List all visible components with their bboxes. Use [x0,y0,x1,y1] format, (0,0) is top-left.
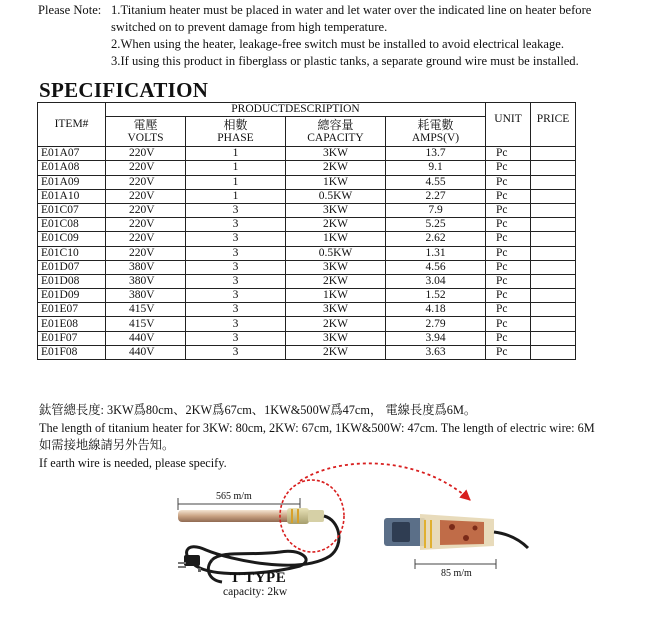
cell-phase: 3 [186,274,286,288]
cell-capacity: 3KW [286,203,386,217]
cell-amps: 4.55 [386,175,486,189]
cell-item: E01E07 [38,303,106,317]
cell-volts: 220V [106,246,186,260]
cell-capacity: 3KW [286,147,386,161]
capacity-label: capacity: 2kw [223,586,288,598]
header-phase-en: PHASE [217,131,254,144]
cell-volts: 220V [106,147,186,161]
cell-capacity: 3KW [286,260,386,274]
cell-item: E01C07 [38,203,106,217]
cell-unit: Pc [486,345,531,359]
cell-amps: 3.94 [386,331,486,345]
plug-icon [178,555,201,572]
cell-capacity: 1KW [286,289,386,303]
note-1: 1.Titanium heater must be placed in water and let water over the indicated line on heater before [111,3,592,17]
cell-phase: 3 [186,303,286,317]
cell-unit: Pc [486,303,531,317]
cell-phase: 1 [186,175,286,189]
cell-phase: 3 [186,345,286,359]
cell-unit: Pc [486,317,531,331]
cell-volts: 380V [106,274,186,288]
cell-amps: 13.7 [386,147,486,161]
cell-phase: 3 [186,289,286,303]
header-item: ITEM# [38,103,106,147]
cell-amps: 5.25 [386,218,486,232]
cell-amps: 2.62 [386,232,486,246]
cell-capacity: 1KW [286,232,386,246]
heater-tube [178,508,324,524]
cell-phase: 3 [186,218,286,232]
header-phase-cn: 相數 [223,117,248,132]
cell-item: E01A09 [38,175,106,189]
cell-phase: 3 [186,246,286,260]
cell-unit: Pc [486,203,531,217]
cell-amps: 4.56 [386,260,486,274]
note-1-cont: switched on to prevent damage from high temperature. [111,20,388,34]
spec-title: SPECIFICATION [39,78,209,102]
cell-unit: Pc [486,274,531,288]
cell-phase: 3 [186,331,286,345]
cell-volts: 220V [106,232,186,246]
cell-amps: 2.79 [386,317,486,331]
detail-arrow [300,463,470,500]
cell-unit: Pc [486,260,531,274]
cell-unit: Pc [486,218,531,232]
cell-phase: 1 [186,161,286,175]
cell-unit: Pc [486,175,531,189]
detail-view [384,514,528,550]
note-2: 2.When using the heater, leakage-free switch must be installed to avoid electrical leakage. [111,37,565,51]
cell-unit: Pc [486,246,531,260]
cell-item: E01E08 [38,317,106,331]
cell-volts: 380V [106,289,186,303]
cell-volts: 220V [106,161,186,175]
header-volts-en: VOLTS [127,131,164,144]
length-label: 565 m/m [216,491,252,502]
header-price: PRICE [531,103,576,147]
cell-amps: 3.63 [386,345,486,359]
cell-unit: Pc [486,289,531,303]
cell-volts: 380V [106,260,186,274]
header-unit: UNIT [486,103,531,147]
cell-item: E01D08 [38,274,106,288]
cell-capacity: 2KW [286,274,386,288]
cell-unit: Pc [486,147,531,161]
cell-amps: 1.31 [386,246,486,260]
cell-item: E01F08 [38,345,106,359]
note-3: 3.If using this product in fiberglass or plastic tanks, a separate ground wire must be installed. [111,54,579,68]
cell-phase: 1 [186,147,286,161]
info-earth-cn: 如需接地線請另外告知。 [39,438,175,452]
header-product-description: PRODUCTDESCRIPTION [106,103,486,117]
cell-item: E01A07 [38,147,106,161]
cell-unit: Pc [486,331,531,345]
header-amps-en: AMPS(V) [411,131,460,144]
cell-amps: 7.9 [386,203,486,217]
cell-volts: 415V [106,303,186,317]
cell-item: E01D09 [38,289,106,303]
cell-unit: Pc [486,232,531,246]
cell-phase: 3 [186,203,286,217]
cell-item: E01C09 [38,232,106,246]
info-length-cn: 鈦管總長度: 3KW爲80cm、2KW爲67cm、1KW&500W爲47cm， 電線長度爲6M。 [39,403,477,417]
cell-amps: 4.18 [386,303,486,317]
cell-volts: 220V [106,203,186,217]
cell-amps: 2.27 [386,189,486,203]
cell-capacity: 1KW [286,175,386,189]
cell-item: E01D07 [38,260,106,274]
header-capacity-cn: 總容量 [317,117,354,132]
cell-phase: 3 [186,317,286,331]
cell-item: E01A10 [38,189,106,203]
cell-amps: 3.04 [386,274,486,288]
detail-length-label: 85 m/m [441,568,472,579]
cell-volts: 440V [106,345,186,359]
cell-volts: 220V [106,189,186,203]
cell-capacity: 2KW [286,161,386,175]
cell-volts: 220V [106,218,186,232]
cell-capacity: 3KW [286,331,386,345]
cell-item: E01A08 [38,161,106,175]
cell-phase: 3 [186,260,286,274]
notes-lead: Please Note: [38,3,102,17]
cell-volts: 220V [106,175,186,189]
cell-capacity: 0.5KW [286,246,386,260]
cell-item: E01F07 [38,331,106,345]
info-earth-en: If earth wire is needed, please specify. [39,455,227,470]
cell-unit: Pc [486,161,531,175]
cell-volts: 440V [106,331,186,345]
cell-phase: 1 [186,189,286,203]
info-length-en: The length of titanium heater for 3KW: 80cm, 2KW: 67cm, 1KW&500W: 47cm. The length of electric wire: 6M [39,420,595,435]
type-label: T TYPE [230,570,287,586]
cell-item: E01C08 [38,218,106,232]
cell-capacity: 2KW [286,345,386,359]
cell-phase: 3 [186,232,286,246]
header-capacity-en: CAPACITY [307,131,364,144]
cell-capacity: 0.5KW [286,189,386,203]
cell-item: E01C10 [38,246,106,260]
header-volts-cn: 電壓 [133,117,158,132]
cell-capacity: 2KW [286,317,386,331]
cell-amps: 9.1 [386,161,486,175]
cell-volts: 415V [106,317,186,331]
cell-capacity: 3KW [286,303,386,317]
cell-unit: Pc [486,189,531,203]
cell-capacity: 2KW [286,218,386,232]
header-amps-cn: 耗電數 [417,117,454,132]
cell-amps: 1.52 [386,289,486,303]
